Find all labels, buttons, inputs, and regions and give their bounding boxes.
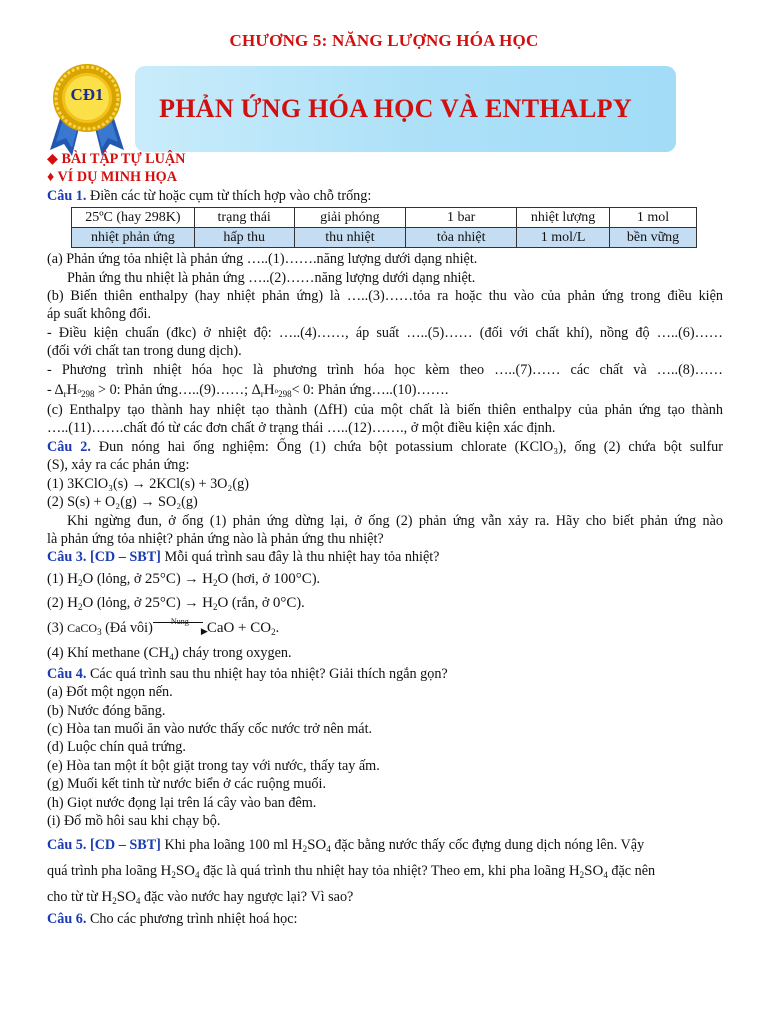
question-label: Câu 5. [CD – SBT] bbox=[47, 837, 161, 854]
banner-title: PHẢN ỨNG HÓA HỌC VÀ ENTHALPY bbox=[159, 93, 632, 123]
process-item-2 bbox=[47, 591, 723, 615]
question-text: đặc nên bbox=[607, 863, 656, 880]
table-cell: trạng thái bbox=[194, 208, 294, 228]
process-item-4 bbox=[47, 641, 723, 665]
table-cell: bền vững bbox=[610, 228, 697, 248]
arrow: → bbox=[184, 594, 199, 611]
table-cell: nhiệt phản ứng bbox=[72, 228, 195, 248]
table-cell: hấp thu bbox=[194, 228, 294, 248]
question-text: Khi pha loãng 100 ml bbox=[160, 837, 292, 854]
table-cell: 1 mol bbox=[610, 208, 697, 228]
question-text: Mỗi quá trình sau đây là thu nhiệt hay tỏa nhiệt? bbox=[160, 549, 440, 566]
text-line bbox=[47, 858, 723, 884]
item-text: (Đá vôi) bbox=[101, 619, 153, 636]
formula-h2o: $H_2O$ bbox=[198, 570, 229, 588]
equation: (2) S(s) + O₂(g) → SO₂(g) bbox=[47, 494, 198, 511]
text-line: (S), xảy ra các phản ứng: bbox=[47, 457, 190, 474]
table-row bbox=[72, 208, 697, 228]
item-text: (rắn, ở bbox=[228, 594, 273, 611]
badge-label: CĐ1 bbox=[70, 85, 104, 104]
dash: - bbox=[47, 382, 55, 399]
formula-h2so4: $H_2SO_4$ bbox=[101, 889, 141, 907]
delta-h-positive-text: > 0: Phản ứng…..(9)……; bbox=[94, 382, 252, 399]
item-text: ). bbox=[296, 594, 305, 611]
text-line bbox=[47, 884, 723, 910]
item-text: (lỏng, ở bbox=[93, 570, 145, 587]
formula-h2so4: $H_2SO_4$ bbox=[160, 863, 200, 881]
formula-h2o: $H_2O$ bbox=[198, 594, 229, 612]
list-item: (b) Nước đóng băng. bbox=[47, 702, 166, 719]
formula-h2so4: $H_2SO_4$ bbox=[291, 837, 331, 855]
question-label: Câu 1. bbox=[47, 187, 87, 204]
question-5 bbox=[47, 832, 723, 858]
formula-products: CaO + $CO_2$ bbox=[206, 619, 276, 637]
temperature: 25°C bbox=[144, 570, 176, 587]
item-text: . bbox=[275, 619, 280, 636]
text-line: - Phương trình nhiệt hóa học là phương trình hóa học kèm theo …..(7)…… các chất và …..(8)…… bbox=[47, 361, 723, 378]
formula-h2o: $H_2O$ bbox=[67, 594, 94, 612]
formula-h2o: $H_2O$ bbox=[67, 570, 94, 588]
title-banner bbox=[135, 66, 676, 152]
text-line: Khi ngừng đun, ở ống (1) phản ứng dừng lại, ở ống (2) phản ứng vẫn xảy ra. Hãy cho biết phản ứng nào bbox=[67, 512, 723, 529]
delta-h-symbol: $\Delta_rH_{^o298}$ bbox=[54, 382, 95, 400]
list-item: (a) Đốt một ngọn nến. bbox=[47, 684, 173, 701]
formula-ch4: $(CH_4)$ bbox=[143, 644, 179, 662]
question-2 bbox=[47, 438, 723, 456]
formula-caco3: CaCO$_3$ bbox=[67, 620, 102, 637]
list-item: (g) Muối kết tinh từ nước biển ở các ruộng muối. bbox=[47, 776, 327, 793]
table-cell: 25ºC (hay 298K) bbox=[72, 208, 195, 228]
text-line: áp suất không đổi. bbox=[47, 306, 152, 323]
equation: (1) 3KClO₃(s) → 2KCl(s) + 3O₂(g) bbox=[47, 475, 249, 492]
text-line: (a) Phản ứng tỏa nhiệt là phản ứng …..(1)…….năng lượng dưới dạng nhiệt. bbox=[47, 251, 478, 268]
delta-h-line bbox=[47, 379, 723, 401]
item-text: ). bbox=[311, 570, 321, 587]
question-4 bbox=[47, 665, 723, 683]
question-1 bbox=[47, 187, 723, 205]
list-item: (d) Luộc chín quả trứng. bbox=[47, 739, 186, 756]
temperature: 100°C bbox=[273, 570, 312, 587]
text-line: Phản ứng thu nhiệt là phản ứng …..(2)……năng lượng dưới dạng nhiệt. bbox=[67, 269, 476, 286]
table-cell: giải phóng bbox=[294, 208, 406, 228]
text-line: (c) Enthalpy tạo thành hay nhiệt tạo thành (ΔfH) của một chất là biến thiên enthalpy của phản ứng tạo thành bbox=[47, 402, 723, 419]
process-item-3 bbox=[47, 615, 723, 641]
section-heading: ◆ BÀI TẬP TỰ LUẬN bbox=[47, 151, 186, 167]
item-text: ) bbox=[175, 570, 185, 587]
question-label: Câu 3. [CD – SBT] bbox=[47, 549, 161, 566]
list-item: (h) Giọt nước đọng lại trên lá cây vào ban đêm. bbox=[47, 794, 317, 811]
list-item: (c) Hòa tan muối ăn vào nước thấy cốc nước trở nên mát. bbox=[47, 720, 373, 737]
item-number: (1) bbox=[47, 570, 68, 587]
item-text: ) bbox=[175, 594, 185, 611]
question-label: Câu 4. bbox=[47, 665, 87, 682]
text-line: là phản ứng tỏa nhiệt? phản ứng nào là phản ứng thu nhiệt? bbox=[47, 530, 384, 547]
item-number: (3) bbox=[47, 619, 68, 636]
text-line: - Điều kiện chuẩn (đkc) ở nhiệt độ: …..(4)……, áp suất …..(5)…… (đối với chất khí), nồng độ …..(6)…… bbox=[47, 324, 723, 341]
question-text: đặc là quá trình thu nhiệt hay tỏa nhiệt? Theo em, khi pha loãng bbox=[199, 863, 569, 880]
table-cell: thu nhiệt bbox=[294, 228, 406, 248]
arrow-condition: Nung bbox=[170, 616, 189, 626]
formula-h2so4: $H_2SO_4$ bbox=[568, 863, 608, 881]
text-line: …..(11)…….chất đó từ các đơn chất ở trạng thái …..(12)……., ở một điều kiện xác định. bbox=[47, 420, 556, 437]
question-text: Các quá trình sau thu nhiệt hay tỏa nhiệt? Giải thích ngắn gọn? bbox=[86, 665, 448, 682]
delta-h-negative-text: < 0: Phản ứng…..(10)……. bbox=[291, 382, 449, 399]
question-label: Câu 6. bbox=[47, 911, 87, 928]
subsection-heading: ♦ VÍ DỤ MINH HỌA bbox=[47, 169, 177, 186]
question-text: đặc vào nước hay ngược lại? Vì sao? bbox=[140, 889, 354, 906]
exercise-content bbox=[47, 150, 723, 929]
reactant: CaCO bbox=[67, 620, 98, 635]
item-text: (hơi, ở bbox=[228, 570, 274, 587]
question-3 bbox=[47, 548, 723, 566]
table-cell: tỏa nhiệt bbox=[406, 228, 517, 248]
process-item-1 bbox=[47, 567, 723, 591]
question-text: Điền các từ hoặc cụm từ thích hợp vào chỗ trống: bbox=[86, 187, 372, 204]
table-cell: nhiệt lượng bbox=[517, 208, 610, 228]
delta-h-symbol: $\Delta_rH_{^o298}$ bbox=[251, 382, 292, 400]
item-number: (2) bbox=[47, 594, 68, 611]
arrow: → bbox=[184, 570, 199, 587]
question-label: Câu 2. bbox=[47, 438, 91, 455]
list-item: (i) Đổ mồ hôi sau khi chạy bộ. bbox=[47, 812, 221, 829]
table-row bbox=[72, 228, 697, 248]
question-6 bbox=[47, 910, 723, 928]
chapter-title: CHƯƠNG 5: NĂNG LƯỢNG HÓA HỌC bbox=[229, 31, 539, 50]
question-text: quá trình pha loãng bbox=[47, 863, 161, 880]
product: CaO + CO bbox=[206, 619, 272, 636]
heating-arrow: Nung ▶ bbox=[153, 618, 207, 632]
list-item: (e) Hòa tan một ít bột giặt trong tay với nước, thấy tay ấm. bbox=[47, 757, 380, 774]
table-cell: 1 mol/L bbox=[517, 228, 610, 248]
question-text: Cho các phương trình nhiệt hoá học: bbox=[86, 911, 298, 928]
text-line: (đối với chất tan trong dung dịch). bbox=[47, 343, 242, 360]
word-bank-table bbox=[71, 207, 697, 248]
formula: (CH bbox=[143, 644, 170, 661]
text-line: (b) Biến thiên enthalpy (hay nhiệt phản ứng) là …..(3)……tỏa ra hoặc thu vào của phản ứng trong điều kiện bbox=[47, 288, 723, 305]
question-text: đặc bằng nước thấy cốc đựng dung dịch nóng lên. Vậy bbox=[330, 837, 645, 854]
item-text: (4) Khí methane bbox=[47, 644, 144, 661]
item-text: (lỏng, ở bbox=[93, 594, 145, 611]
temperature: 0°C bbox=[272, 594, 297, 611]
item-text: cháy trong oxygen. bbox=[178, 644, 292, 661]
temperature: 25°C bbox=[144, 594, 176, 611]
question-text: Đun nóng hai ống nghiệm: Ống (1) chứa bột potassium chlorate (KClO₃), ống (2) chứa bột sulfur bbox=[90, 438, 723, 455]
question-text: cho từ từ bbox=[47, 889, 102, 906]
ribbon-badge-icon bbox=[42, 58, 132, 158]
table-cell: 1 bar bbox=[406, 208, 517, 228]
